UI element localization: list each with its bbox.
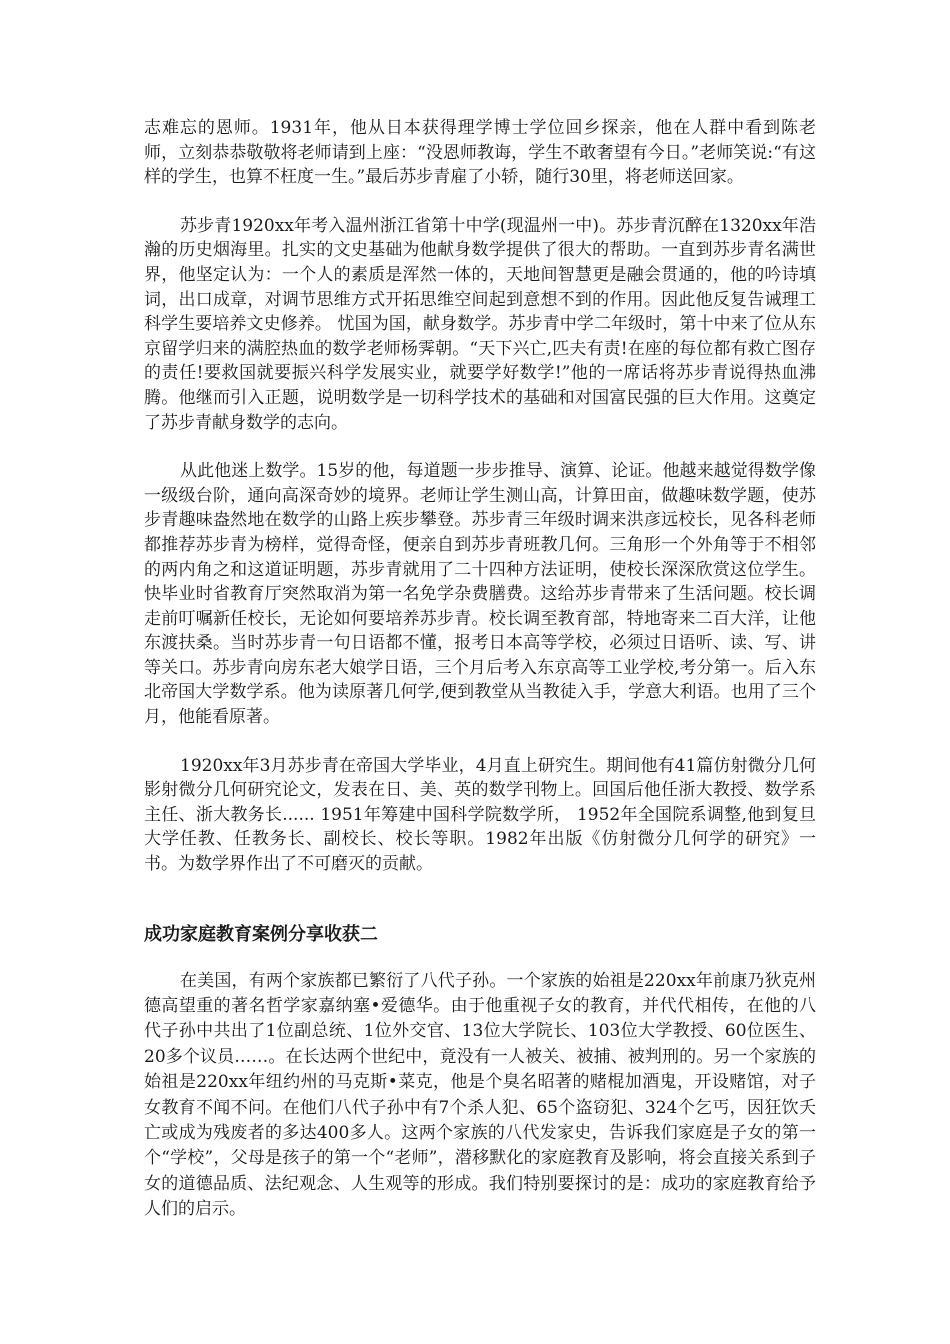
paragraph: 1920xx年3月苏步青在帝国大学毕业，4月直上研究生。期间他有41篇仿射微分几何影射微分几何研究论文，发表在日、美、英的数学刊物上。回国后他任浙大教授、数学系主任、浙大教务长...... 1951年筹建中国科学院数学所， 1952年全国院系调整,他到复旦大学任教、任教务长、副校长、校长等职。1982年出版《仿射微分几何学的研究》一书。为数学界作出了不可磨灭的贡献。: [144, 755, 816, 875]
section-biography: [144, 116, 816, 877]
section-heading: 成功家庭教育案例分享收获二: [144, 923, 378, 945]
paragraph: 苏步青1920xx年考入温州浙江省第十中学(现温州一中)。苏步青沉醉在1320xx年浩瀚的历史烟海里。扎实的文史基础为他献身数学提供了很大的帮助。一直到苏步青名满世界，他坚定认为：一个人的素质是浑然一体的，天地间智慧更是融会贯通的，他的吟诗填词，出口成章，对调节思维方式开拓思维空间起到意想不到的作用。因此他反复告诫理工科学生要培养文史修养。 忧国为国，献身数学。苏步青中学二年级时，第十中来了位从东京留学归来的满腔热血的数学老师杨霁朝。“天下兴亡,匹夫有责!在座的每位都有救亡图存的责任!要救国就要振兴科学发展实业，就要学好数学!”他的一席话将苏步青说得热血沸腾。他继而引入正题，说明数学是一切科学技术的基础和对国富民强的巨大作用。这奠定了苏步青献身数学的志向。: [144, 215, 816, 433]
section-family-education: [144, 923, 816, 1223]
document-page: [144, 116, 816, 1247]
paragraph: 在美国，有两个家族都已繁衍了八代子孙。一个家族的始祖是220xx年前康乃狄克州德高望重的著名哲学家嘉纳塞•爱德华。由于他重视子女的教育，并代代相传，在他的八代子孙中共出了1位副总统、1位外交官、13位大学院长、103位大学教授、60位医生、20多个议员……。在长达两个世纪中，竟没有一人被关、被捕、被判刑的。另一个家族的始祖是220xx年纽约州的马克斯•菜克，他是个臭名昭著的赌棍加酒鬼，开设赌馆，对子女教育不闻不问。在他们八代子孙中有7个杀人犯、65个盗窃犯、324个乞丐，因狂饮夭亡或成为残废者的多达400多人。这两个家族的八代发家史，告诉我们家庭是子女的第一个“学校”，父母是孩子的第一个“老师”，潜移默化的家庭教育及影响，将会直接关系到子女的道德品质、法纪观念、人生观等的形成。我们特别要探讨的是：成功的家庭教育给予人们的启示。: [144, 970, 816, 1220]
paragraph: 志难忘的恩师。1931年，他从日本获得理学博士学位回乡探亲，他在人群中看到陈老师，立刻恭恭敬敬将老师请到上座：“没恩师教诲，学生不敢奢望有今日。”老师笑说:“有这样的学生，也算不枉度一生。”最后苏步青雇了小轿，随行30里，将老师送回家。: [144, 118, 816, 188]
paragraph: 从此他迷上数学。15岁的他，每道题一步步推导、演算、论证。他越来越觉得数学像一级级台阶，通向高深奇妙的境界。老师让学生测山高，计算田亩，做趣味数学题，使苏步青趣味盎然地在数学的山路上疾步攀登。苏步青三年级时调来洪彦远校长，见各科老师都推荐苏步青为榜样，觉得奇怪，便亲自到苏步青班教几何。三角形一个外角等于不相邻的两内角之和这道证明题，苏步青就用了二十四种方法证明，使校长深深欣赏这位学生。快毕业时省教育厅突然取消为第一名免学杂费膳费。这给苏步青带来了生活问题。校长调走前叮嘱新任校长，无论如何要培养苏步青。校长调至教育部，特地寄来二百大洋，让他东渡扶桑。当时苏步青一句日语都不懂，报考日本高等学校，必须过日语听、读、写、讲等关口。苏步青向房东老大娘学日语，三个月后考入东京高等工业学校,考分第一。后入东北帝国大学数学系。他为读原著几何学,便到教堂从当教徒入手，学意大利语。也用了三个月，他能看原著。: [144, 461, 816, 728]
